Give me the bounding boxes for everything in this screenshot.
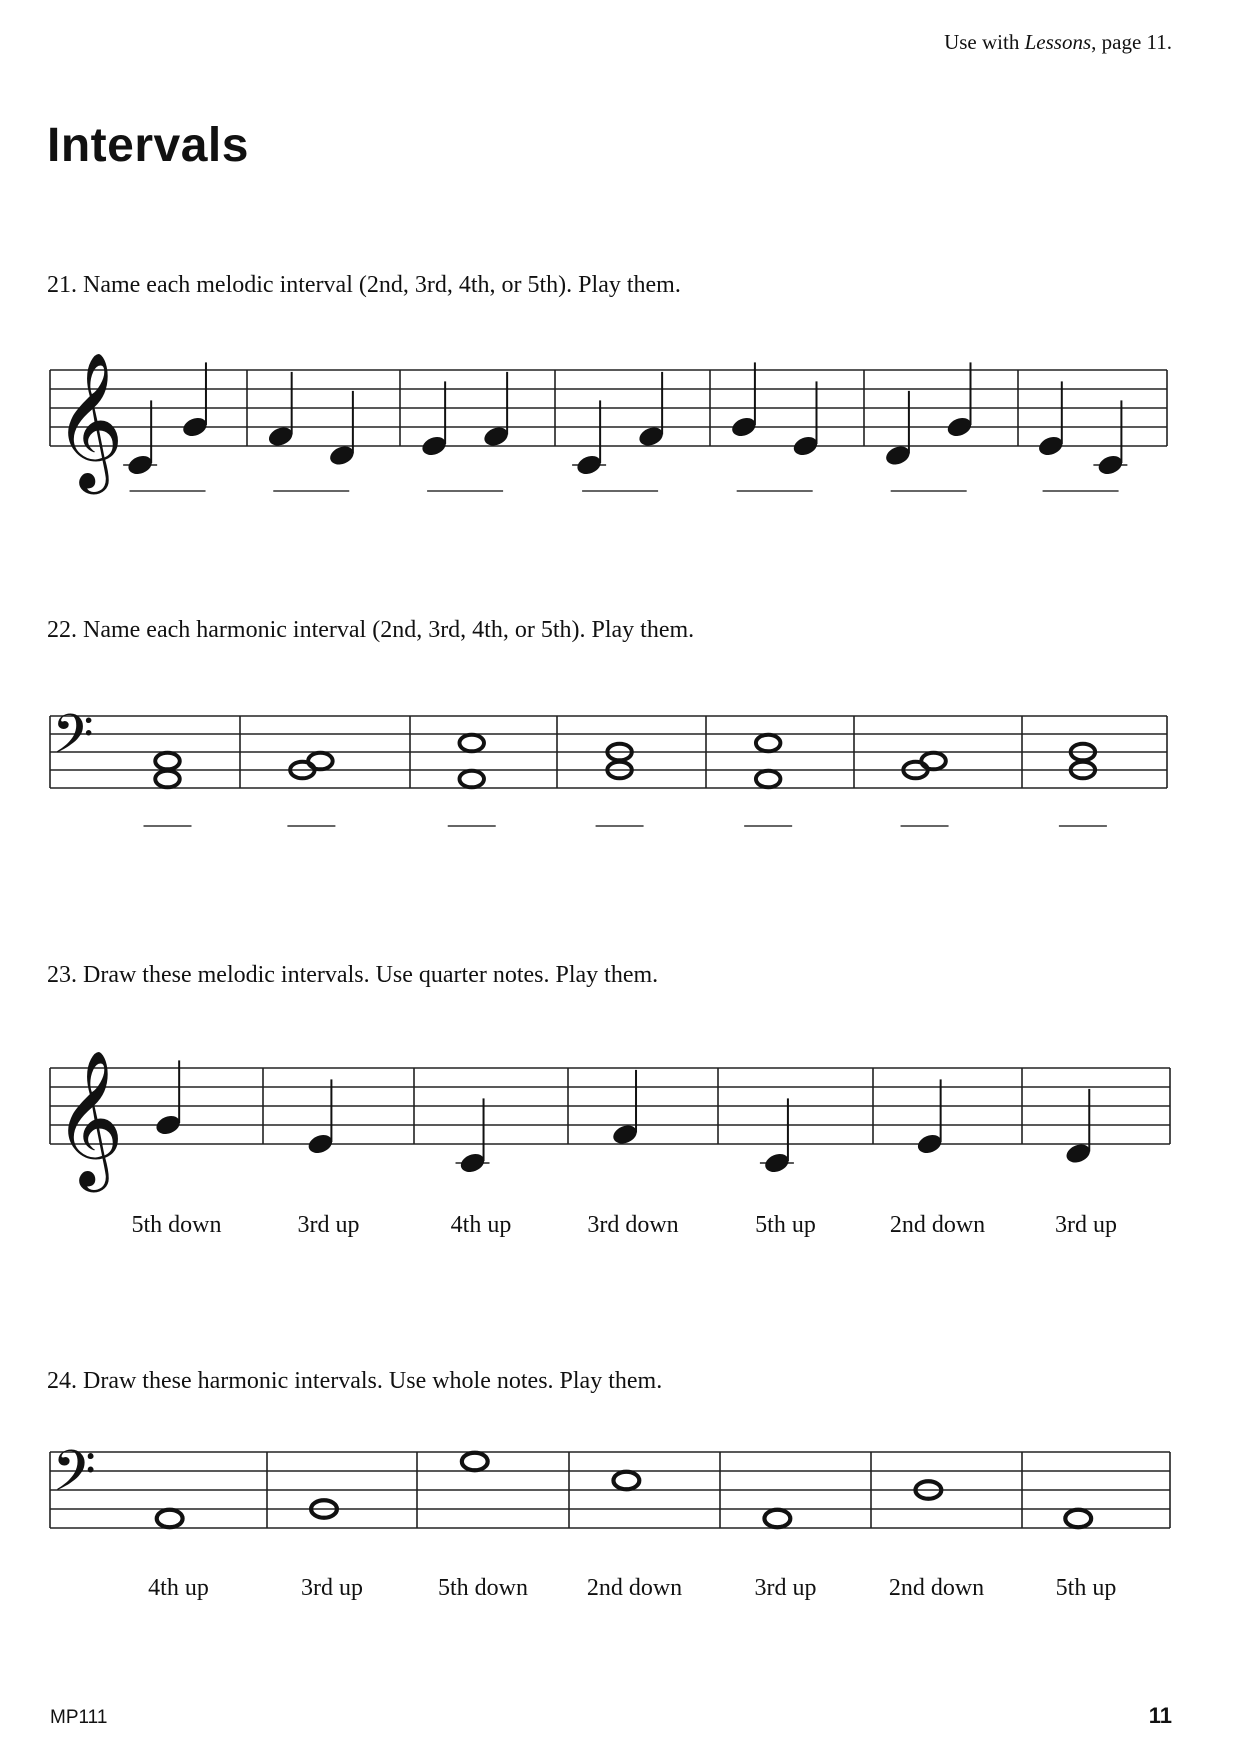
- staff-21: [50, 370, 1167, 446]
- quarter-note: [729, 362, 758, 439]
- whole-note-head: [764, 1510, 790, 1527]
- treble-clef-icon: 𝄞: [54, 1049, 124, 1186]
- interval-label: 5th down: [131, 1212, 222, 1238]
- bass-clef-icon: 𝄢: [52, 1439, 96, 1519]
- quarter-note: [306, 1079, 335, 1156]
- whole-note-head: [308, 753, 332, 770]
- interval-label: 5th up: [1055, 1575, 1117, 1601]
- quarter-note: [762, 1098, 791, 1175]
- whole-note-head: [756, 735, 780, 752]
- quarter-note: [154, 1060, 183, 1137]
- whole-note: [1065, 1510, 1091, 1527]
- interval-label: 3rd up: [754, 1575, 817, 1601]
- interval-label: 3rd up: [1055, 1212, 1117, 1238]
- quarter-note: [181, 362, 210, 439]
- interval-label: 3rd up: [301, 1575, 363, 1601]
- interval-label: 2nd down: [889, 1212, 986, 1238]
- whole-note-head: [921, 753, 945, 770]
- interval-label: 2nd down: [888, 1575, 985, 1601]
- whole-note: [308, 753, 332, 770]
- whole-note: [921, 753, 945, 770]
- quarter-note: [611, 1070, 640, 1147]
- staff-24: [50, 1452, 1170, 1528]
- interval-label: 5th down: [438, 1575, 528, 1601]
- page-number: 11: [1148, 1703, 1172, 1728]
- quarter-note: [637, 372, 666, 449]
- quarter-note: [266, 372, 295, 449]
- whole-note-head: [462, 1453, 488, 1470]
- interval-label: 2nd down: [586, 1575, 683, 1601]
- whole-note: [155, 753, 179, 770]
- quarter-note: [327, 391, 356, 468]
- interval-label: 4th up: [148, 1575, 209, 1601]
- quarter-note: [945, 362, 974, 439]
- quarter-note: [482, 372, 511, 449]
- whole-note-head: [157, 1510, 183, 1527]
- quarter-note: [575, 400, 604, 477]
- quarter-note: [1036, 381, 1065, 458]
- quarter-note: [915, 1079, 944, 1156]
- bass-clef-icon: 𝄢: [52, 703, 94, 779]
- interval-label: 5th up: [755, 1212, 816, 1238]
- interval-label: 4th up: [450, 1212, 512, 1238]
- whole-note: [613, 1472, 639, 1489]
- staff-23: [50, 1068, 1170, 1144]
- whole-note: [756, 771, 780, 788]
- whole-note-head: [756, 771, 780, 788]
- quarter-note: [420, 381, 449, 458]
- quarter-note: [1064, 1089, 1093, 1166]
- whole-note-head: [460, 735, 484, 752]
- exercise-23-instruction: 23. Draw these melodic intervals. Use quarter notes. Play them.: [47, 962, 659, 988]
- whole-note: [756, 735, 780, 752]
- whole-note: [460, 771, 484, 788]
- quarter-note: [791, 381, 820, 458]
- lessons-reference: Use with Lessons, page 11.: [944, 30, 1172, 54]
- footer-code: MP111: [50, 1707, 108, 1728]
- whole-note-head: [1065, 1510, 1091, 1527]
- page-title: Intervals: [47, 119, 249, 172]
- quarter-note: [126, 400, 155, 477]
- whole-note-head: [613, 1472, 639, 1489]
- whole-note-head: [155, 771, 179, 788]
- exercise-24-instruction: 24. Draw these harmonic intervals. Use whole notes. Play them.: [47, 1368, 663, 1394]
- exercise-21-instruction: 21. Name each melodic interval (2nd, 3rd, 4th, or 5th). Play them.: [47, 272, 681, 298]
- whole-note: [460, 735, 484, 752]
- quarter-note: [1096, 400, 1125, 477]
- exercise-22-instruction: 22. Name each harmonic interval (2nd, 3rd, 4th, or 5th). Play them.: [47, 617, 695, 643]
- whole-note: [462, 1453, 488, 1470]
- whole-note: [155, 771, 179, 788]
- interval-label: 3rd up: [297, 1212, 360, 1238]
- quarter-note: [458, 1098, 487, 1175]
- whole-note: [157, 1510, 183, 1527]
- whole-note: [764, 1510, 790, 1527]
- treble-clef-icon: 𝄞: [54, 351, 124, 488]
- whole-note-head: [460, 771, 484, 788]
- interval-label: 3rd down: [587, 1212, 679, 1238]
- quarter-note: [883, 391, 912, 468]
- whole-note-head: [155, 753, 179, 770]
